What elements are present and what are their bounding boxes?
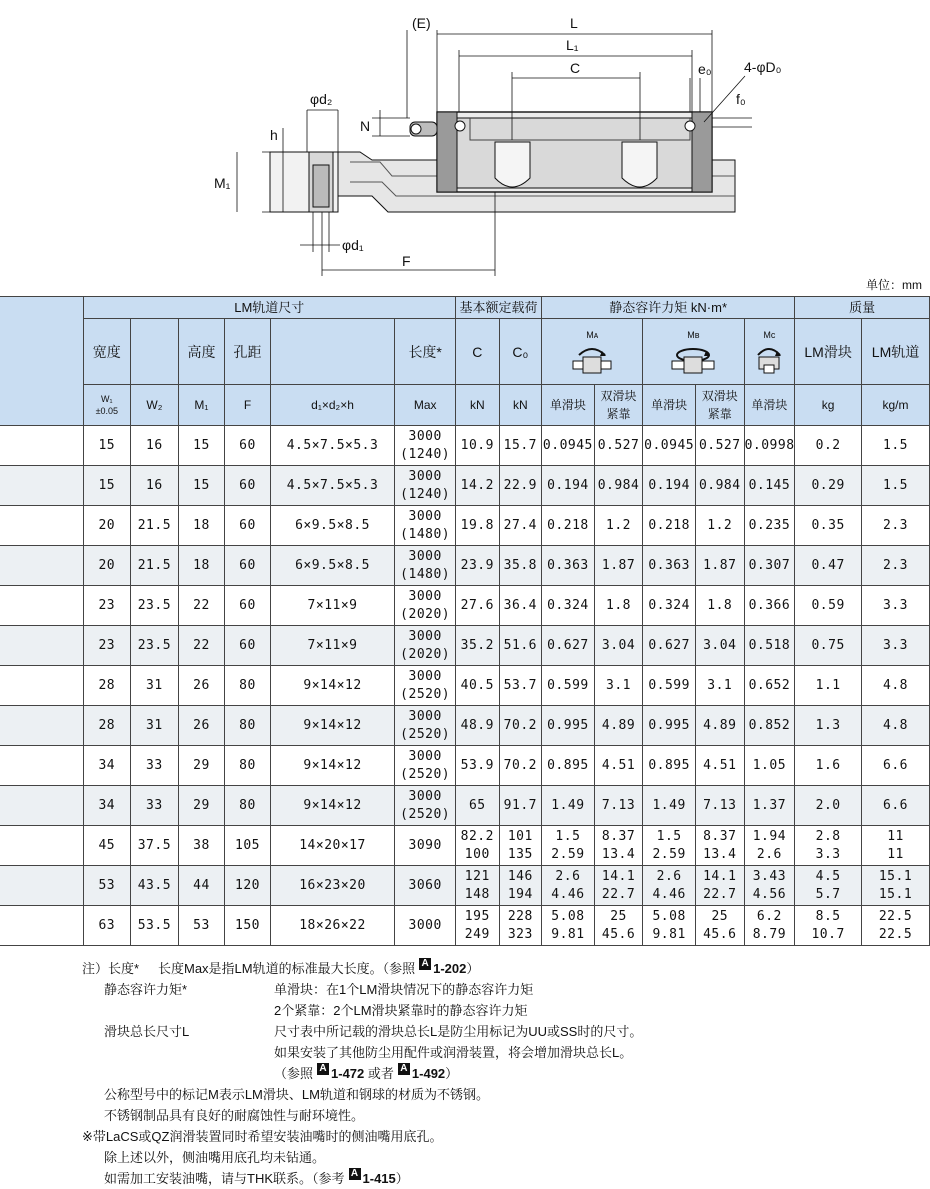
- cell-rail: 4.8: [862, 666, 930, 706]
- header-width: 宽度: [83, 319, 131, 385]
- table-row: [0, 546, 930, 586]
- table-row: [0, 866, 930, 906]
- cell-mb2: 1.8: [695, 586, 744, 626]
- cell-m1: 29: [178, 786, 225, 826]
- unit-W2: W₂: [131, 385, 179, 426]
- cell-c: 23.9: [456, 546, 500, 586]
- cell-mb1: 1.5 2.59: [643, 826, 696, 866]
- row-lead-cell: [0, 586, 83, 626]
- header-block-mass: LM滑块: [795, 319, 862, 385]
- cell-d: 4.5×7.5×5.3: [270, 466, 395, 506]
- ref-icon: A: [317, 1063, 329, 1075]
- cell-ma2: 3.1: [594, 666, 643, 706]
- cell-mc: 0.145: [744, 466, 795, 506]
- cell-w2: 21.5: [131, 506, 179, 546]
- cell-rail: 11 11: [862, 826, 930, 866]
- row-lead-cell: [0, 826, 83, 866]
- cell-blk: 0.59: [795, 586, 862, 626]
- unit-ma-double: 双滑块 紧靠: [594, 385, 643, 426]
- unit-W1: W₁ ±0.05: [83, 385, 131, 426]
- row-lead-cell: [0, 746, 83, 786]
- table-row: [0, 426, 930, 466]
- cell-c0: 101 135: [499, 826, 542, 866]
- spec-table: [0, 296, 930, 946]
- cell-mc: 3.43 4.56: [744, 866, 795, 906]
- cell-f: 80: [225, 666, 271, 706]
- cell-mb1: 2.6 4.46: [643, 866, 696, 906]
- row-lead-cell: [0, 546, 83, 586]
- dim-label-d1: φd₁: [342, 237, 364, 253]
- cell-mb2: 1.87: [695, 546, 744, 586]
- cell-d: 6×9.5×8.5: [270, 506, 395, 546]
- cell-mc: 0.366: [744, 586, 795, 626]
- cell-w1: 53: [83, 866, 131, 906]
- row-lead-cell: [0, 706, 83, 746]
- cell-w1: 34: [83, 746, 131, 786]
- cell-w1: 15: [83, 466, 131, 506]
- dim-label-N: N: [360, 118, 371, 134]
- row-lead-cell: [0, 666, 83, 706]
- cell-w1: 23: [83, 626, 131, 666]
- dim-label-d2: φd₂: [310, 91, 333, 107]
- cell-len: 3000 (1240): [395, 426, 456, 466]
- unit-mc-single: 单滑块: [744, 385, 795, 426]
- ref-icon: A: [398, 1063, 410, 1075]
- cell-mc: 1.05: [744, 746, 795, 786]
- unit-C: kN: [456, 385, 500, 426]
- cell-c0: 35.8: [499, 546, 542, 586]
- cell-mb1: 0.627: [643, 626, 696, 666]
- cell-mb2: 14.1 22.7: [695, 866, 744, 906]
- cell-ma2: 1.8: [594, 586, 643, 626]
- group-mass: 质量: [795, 297, 930, 319]
- cell-ma1: 1.5 2.59: [542, 826, 595, 866]
- cell-f: 105: [225, 826, 271, 866]
- cell-mb1: 0.0945: [643, 426, 696, 466]
- cell-w2: 53.5: [131, 906, 179, 946]
- table-row: [0, 666, 930, 706]
- cell-m1: 18: [178, 506, 225, 546]
- cell-ma1: 0.194: [542, 466, 595, 506]
- cell-m1: 44: [178, 866, 225, 906]
- cell-len: 3000 (2520): [395, 786, 456, 826]
- cell-d: 4.5×7.5×5.3: [270, 426, 395, 466]
- table-row: [0, 626, 930, 666]
- cell-w2: 33: [131, 786, 179, 826]
- dim-label-h: h: [270, 127, 278, 143]
- row-lead-cell: [0, 506, 83, 546]
- cell-c0: 53.7: [499, 666, 542, 706]
- cell-c: 10.9: [456, 426, 500, 466]
- cell-len: 3000 (2520): [395, 746, 456, 786]
- cell-c: 65: [456, 786, 500, 826]
- ref-icon: A: [419, 958, 431, 970]
- dim-label-M1: M₁: [214, 175, 231, 191]
- cell-f: 60: [225, 426, 271, 466]
- row-lead-cell: [0, 866, 83, 906]
- unit-max: Max: [395, 385, 456, 426]
- cell-ma1: 0.627: [542, 626, 595, 666]
- cell-blk: 0.2: [795, 426, 862, 466]
- unit-C0: kN: [499, 385, 542, 426]
- cell-mb2: 25 45.6: [695, 906, 744, 946]
- cell-blk: 4.5 5.7: [795, 866, 862, 906]
- ref-icon: A: [349, 1168, 361, 1180]
- cell-ma1: 0.995: [542, 706, 595, 746]
- header-w2-blank: [131, 319, 179, 385]
- cell-d: 7×11×9: [270, 586, 395, 626]
- header-C0: C₀: [499, 319, 542, 385]
- cell-d: 16×23×20: [270, 866, 395, 906]
- cell-c: 82.2 100: [456, 826, 500, 866]
- cell-len: 3090: [395, 826, 456, 866]
- cell-f: 60: [225, 506, 271, 546]
- note-contact: 如需加工安装油嘴，请与THK联系。（参考 A 1-415 ）: [104, 1168, 409, 1186]
- note-moment-2: 2个紧靠：2个LM滑块紧靠时的静态容许力矩: [274, 1003, 528, 1018]
- note-block-length-2: 如果安装了其他防尘用配件或润滑装置，将会增加滑块总长L。: [274, 1045, 633, 1060]
- dim-label-f0: f₀: [736, 91, 746, 107]
- cell-m1: 53: [178, 906, 225, 946]
- cell-len: 3000 (1480): [395, 506, 456, 546]
- cell-len: 3000 (2020): [395, 586, 456, 626]
- cell-ma1: 0.599: [542, 666, 595, 706]
- cell-rail: 1.5: [862, 466, 930, 506]
- cell-c0: 51.6: [499, 626, 542, 666]
- header-rail-mass: LM轨道: [862, 319, 930, 385]
- cell-ma1: 0.363: [542, 546, 595, 586]
- cell-mb2: 3.1: [695, 666, 744, 706]
- note-moment: 静态容许力矩* 单滑块：在1个LM滑块情况下的静态容许力矩: [104, 982, 534, 997]
- cell-f: 150: [225, 906, 271, 946]
- cell-ma2: 25 45.6: [594, 906, 643, 946]
- unit-label: 单位：mm: [866, 278, 922, 292]
- cell-w1: 45: [83, 826, 131, 866]
- cell-blk: 0.47: [795, 546, 862, 586]
- cell-mb1: 0.895: [643, 746, 696, 786]
- cell-blk: 1.6: [795, 746, 862, 786]
- cell-c: 19.8: [456, 506, 500, 546]
- cell-m1: 38: [178, 826, 225, 866]
- cell-mb1: 0.324: [643, 586, 696, 626]
- unit-d: d₁×d₂×h: [270, 385, 395, 426]
- dim-label-L1: L₁: [566, 37, 579, 53]
- cell-f: 80: [225, 706, 271, 746]
- cell-m1: 26: [178, 666, 225, 706]
- cell-c: 40.5: [456, 666, 500, 706]
- group-moment: 静态容许力矩 kN·m*: [542, 297, 795, 319]
- cell-c0: 91.7: [499, 786, 542, 826]
- cell-m1: 22: [178, 626, 225, 666]
- cell-w1: 34: [83, 786, 131, 826]
- unit-mb-double: 双滑块 紧靠: [695, 385, 744, 426]
- cell-mc: 0.0998: [744, 426, 795, 466]
- cell-d: 9×14×12: [270, 666, 395, 706]
- note-material: 公称型号中的标记M表示LM滑块、LM轨道和钢球的材质为不锈钢。: [104, 1087, 489, 1102]
- header-pitch: 孔距: [225, 319, 271, 385]
- technical-drawing: [0, 0, 930, 276]
- header-MA: Mᴀ: [542, 319, 643, 385]
- row-lead-cell: [0, 626, 83, 666]
- cell-m1: 18: [178, 546, 225, 586]
- cell-w2: 31: [131, 706, 179, 746]
- group-load: 基本额定载荷: [456, 297, 542, 319]
- unit-ma-single: 单滑块: [542, 385, 595, 426]
- cell-rail: 3.3: [862, 626, 930, 666]
- table-row: [0, 826, 930, 866]
- cell-len: 3000 (2520): [395, 666, 456, 706]
- cell-f: 60: [225, 586, 271, 626]
- cell-mb2: 4.51: [695, 746, 744, 786]
- dim-label-holes: 4-φD₀: [744, 59, 782, 75]
- note-block-length: 滑块总长尺寸L 尺寸表中所记载的滑块总长L是防尘用标记为UU或SS时的尺寸。: [104, 1024, 643, 1039]
- dim-label-e0: e₀: [698, 61, 712, 77]
- cell-mb2: 8.37 13.4: [695, 826, 744, 866]
- cell-d: 9×14×12: [270, 706, 395, 746]
- cell-w2: 37.5: [131, 826, 179, 866]
- cell-blk: 2.8 3.3: [795, 826, 862, 866]
- table-row: [0, 466, 930, 506]
- cell-ma2: 3.04: [594, 626, 643, 666]
- table-row: [0, 586, 930, 626]
- group-rail-dims: LM轨道尺寸: [83, 297, 456, 319]
- cell-w1: 28: [83, 666, 131, 706]
- cell-c0: 22.9: [499, 466, 542, 506]
- row-lead-cell: [0, 786, 83, 826]
- cell-mb1: 0.218: [643, 506, 696, 546]
- cell-mb2: 0.527: [695, 426, 744, 466]
- cell-rail: 1.5: [862, 426, 930, 466]
- cell-c0: 15.7: [499, 426, 542, 466]
- row-lead-cell: [0, 906, 83, 946]
- header-C: C: [456, 319, 500, 385]
- cell-c0: 228 323: [499, 906, 542, 946]
- cell-d: 18×26×22: [270, 906, 395, 946]
- cell-ma1: 2.6 4.46: [542, 866, 595, 906]
- unit-kg: kg: [795, 385, 862, 426]
- cell-m1: 26: [178, 706, 225, 746]
- dim-label-C: C: [570, 60, 581, 76]
- cell-w2: 23.5: [131, 586, 179, 626]
- cell-c: 195 249: [456, 906, 500, 946]
- cell-mb2: 0.984: [695, 466, 744, 506]
- header-d-blank: [270, 319, 395, 385]
- cell-ma1: 0.0945: [542, 426, 595, 466]
- cell-c: 35.2: [456, 626, 500, 666]
- unit-kgm: kg/m: [862, 385, 930, 426]
- header-MB: Mʙ: [643, 319, 744, 385]
- cell-d: 9×14×12: [270, 786, 395, 826]
- cell-d: 14×20×17: [270, 826, 395, 866]
- row-lead-cell: [0, 426, 83, 466]
- cell-len: 3000 (2520): [395, 706, 456, 746]
- cell-mc: 6.2 8.79: [744, 906, 795, 946]
- cell-m1: 22: [178, 586, 225, 626]
- cell-rail: 2.3: [862, 546, 930, 586]
- cell-f: 60: [225, 546, 271, 586]
- cell-mc: 0.307: [744, 546, 795, 586]
- cell-rail: 2.3: [862, 506, 930, 546]
- note-not-drilled: 除上述以外，侧油嘴用底孔均未钻通。: [104, 1150, 326, 1165]
- cell-blk: 2.0: [795, 786, 862, 826]
- cell-blk: 1.1: [795, 666, 862, 706]
- cell-blk: 0.35: [795, 506, 862, 546]
- unit-M1: M₁: [178, 385, 225, 426]
- cell-c0: 70.2: [499, 706, 542, 746]
- cell-ma2: 0.984: [594, 466, 643, 506]
- cell-mb1: 0.599: [643, 666, 696, 706]
- cell-mb1: 0.363: [643, 546, 696, 586]
- header-length: 长度*: [395, 319, 456, 385]
- cell-mc: 1.37: [744, 786, 795, 826]
- cell-c: 48.9: [456, 706, 500, 746]
- cell-w2: 43.5: [131, 866, 179, 906]
- notes: [82, 958, 642, 1189]
- cell-ma1: 0.218: [542, 506, 595, 546]
- lead-column-header: [0, 297, 83, 426]
- cell-f: 80: [225, 746, 271, 786]
- moment-mc-icon: [752, 341, 786, 375]
- cell-f: 120: [225, 866, 271, 906]
- cell-rail: 6.6: [862, 786, 930, 826]
- cell-d: 7×11×9: [270, 626, 395, 666]
- cell-ma2: 4.51: [594, 746, 643, 786]
- cell-ma1: 5.08 9.81: [542, 906, 595, 946]
- cell-c0: 36.4: [499, 586, 542, 626]
- cell-ma1: 0.324: [542, 586, 595, 626]
- cell-mb2: 4.89: [695, 706, 744, 746]
- table-row: [0, 786, 930, 826]
- cell-f: 80: [225, 786, 271, 826]
- cell-mc: 0.518: [744, 626, 795, 666]
- cell-c0: 146 194: [499, 866, 542, 906]
- cell-c: 53.9: [456, 746, 500, 786]
- cell-blk: 0.29: [795, 466, 862, 506]
- dim-label-E: (E): [412, 15, 431, 31]
- cell-m1: 15: [178, 466, 225, 506]
- cell-mc: 0.852: [744, 706, 795, 746]
- cell-rail: 3.3: [862, 586, 930, 626]
- cell-c: 14.2: [456, 466, 500, 506]
- header-MC: Mᴄ: [744, 319, 795, 385]
- moment-ma-icon: [565, 341, 619, 375]
- cell-w2: 16: [131, 426, 179, 466]
- note-block-length-ref: （参照 A 1-472 或者 A 1-492 ）: [274, 1063, 459, 1081]
- cell-mb1: 1.49: [643, 786, 696, 826]
- cell-mb1: 5.08 9.81: [643, 906, 696, 946]
- cell-c: 121 148: [456, 866, 500, 906]
- cell-blk: 1.3: [795, 706, 862, 746]
- note-corrosion: 不锈钢制品具有良好的耐腐蚀性与耐环境性。: [104, 1108, 365, 1123]
- table-row: [0, 906, 930, 946]
- cell-mb2: 7.13: [695, 786, 744, 826]
- cell-m1: 29: [178, 746, 225, 786]
- cell-len: 3000 (1480): [395, 546, 456, 586]
- note-length: 注）长度* 长度Max是指LM轨道的标准最大长度。（参照 A 1-202 ）: [82, 958, 480, 976]
- cell-w1: 15: [83, 426, 131, 466]
- cell-rail: 22.5 22.5: [862, 906, 930, 946]
- header-height: 高度: [178, 319, 225, 385]
- cell-d: 9×14×12: [270, 746, 395, 786]
- note-grease-hole: ※带LaCS或QZ润滑装置同时希望安装油嘴时的侧油嘴用底孔。: [82, 1129, 443, 1144]
- cell-f: 60: [225, 466, 271, 506]
- cell-w2: 23.5: [131, 626, 179, 666]
- cell-mb2: 1.2: [695, 506, 744, 546]
- table-row: [0, 506, 930, 546]
- cell-c0: 27.4: [499, 506, 542, 546]
- dim-label-L: L: [570, 15, 578, 31]
- cell-c: 27.6: [456, 586, 500, 626]
- moment-mb-icon: [666, 341, 720, 375]
- table-row: [0, 746, 930, 786]
- cell-ma2: 4.89: [594, 706, 643, 746]
- cell-mc: 0.652: [744, 666, 795, 706]
- cell-w2: 31: [131, 666, 179, 706]
- cell-ma2: 0.527: [594, 426, 643, 466]
- cell-w1: 28: [83, 706, 131, 746]
- dim-label-F: F: [402, 253, 411, 269]
- cell-ma2: 7.13: [594, 786, 643, 826]
- cell-ma1: 1.49: [542, 786, 595, 826]
- cell-ma2: 14.1 22.7: [594, 866, 643, 906]
- cell-mb2: 3.04: [695, 626, 744, 666]
- cell-blk: 0.75: [795, 626, 862, 666]
- cell-w2: 33: [131, 746, 179, 786]
- cell-f: 60: [225, 626, 271, 666]
- row-lead-cell: [0, 466, 83, 506]
- cell-blk: 8.5 10.7: [795, 906, 862, 946]
- cell-ma2: 8.37 13.4: [594, 826, 643, 866]
- cell-w2: 21.5: [131, 546, 179, 586]
- cell-w2: 16: [131, 466, 179, 506]
- cell-ma2: 1.87: [594, 546, 643, 586]
- cell-c0: 70.2: [499, 746, 542, 786]
- cell-mb1: 0.194: [643, 466, 696, 506]
- cell-len: 3000 (1240): [395, 466, 456, 506]
- cell-w1: 23: [83, 586, 131, 626]
- unit-mb-single: 单滑块: [643, 385, 696, 426]
- cell-rail: 4.8: [862, 706, 930, 746]
- unit-F: F: [225, 385, 271, 426]
- cell-d: 6×9.5×8.5: [270, 546, 395, 586]
- cell-w1: 20: [83, 546, 131, 586]
- cell-mc: 0.235: [744, 506, 795, 546]
- cell-len: 3000 (2020): [395, 626, 456, 666]
- cell-ma1: 0.895: [542, 746, 595, 786]
- cell-mc: 1.94 2.6: [744, 826, 795, 866]
- cell-len: 3000: [395, 906, 456, 946]
- cell-w1: 20: [83, 506, 131, 546]
- cell-rail: 6.6: [862, 746, 930, 786]
- cell-rail: 15.1 15.1: [862, 866, 930, 906]
- cell-w1: 63: [83, 906, 131, 946]
- table-row: [0, 706, 930, 746]
- cell-len: 3060: [395, 866, 456, 906]
- cell-mb1: 0.995: [643, 706, 696, 746]
- cell-ma2: 1.2: [594, 506, 643, 546]
- cell-m1: 15: [178, 426, 225, 466]
